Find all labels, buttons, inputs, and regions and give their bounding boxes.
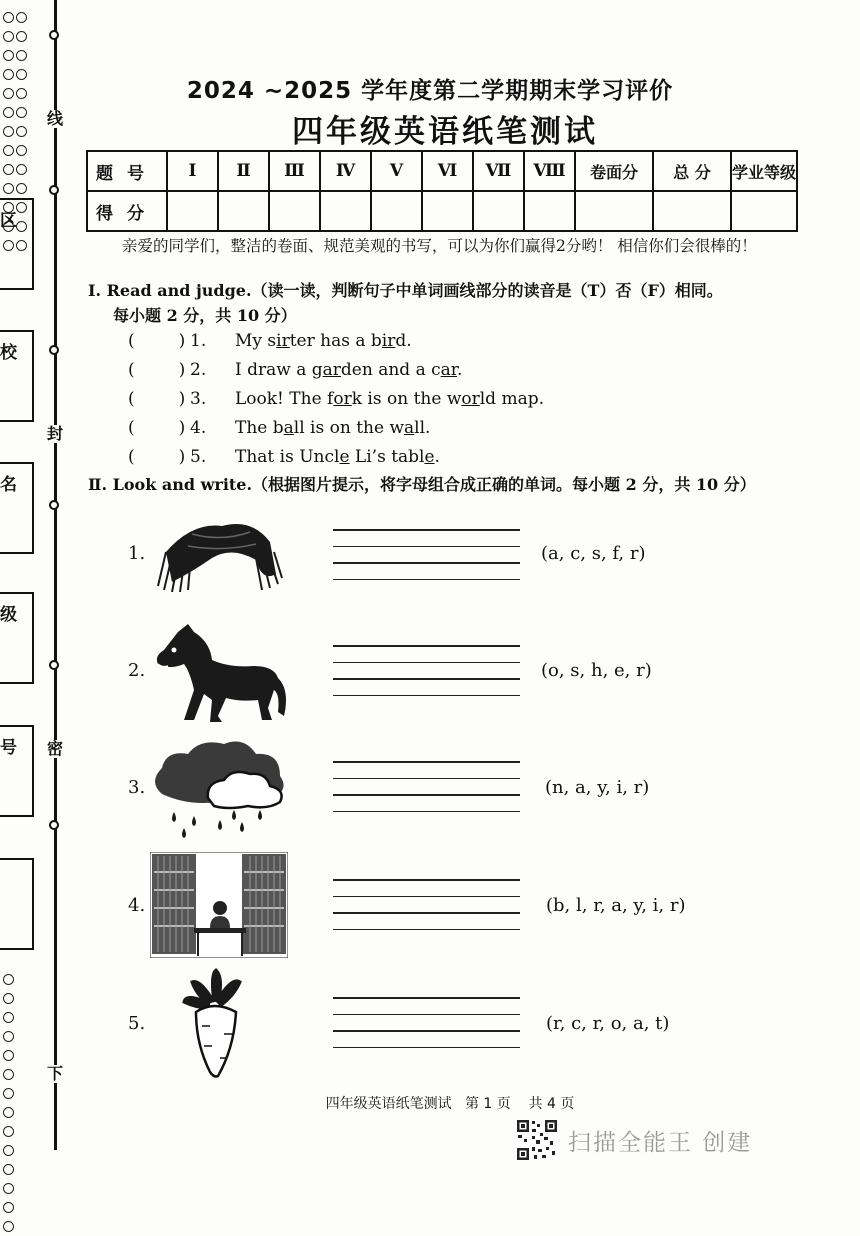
sentence: My sirter has a bird.	[235, 331, 412, 351]
score-table-score-row	[87, 191, 797, 231]
score-table-label-score: 得分	[87, 191, 167, 231]
item-number: 5.	[190, 447, 207, 467]
score-cell[interactable]	[422, 191, 473, 231]
score-cell[interactable]	[167, 191, 218, 231]
score-col-3: Ⅲ	[269, 151, 320, 191]
score-col-6: Ⅵ	[422, 151, 473, 191]
underlined-letters: e	[424, 447, 435, 467]
underlined-letters: ar	[440, 360, 458, 380]
intro-text: 亲爱的同学们，整洁的卷面、规范美观的书写，可以为你们赢得2分哟！ 相信你们会很棒的！	[122, 237, 757, 255]
answer-paren[interactable]: ( )	[128, 418, 186, 438]
score-col-4: Ⅳ	[320, 151, 371, 191]
scarf-picture	[152, 512, 284, 592]
sentence: Look! The fork is on the world map.	[235, 389, 545, 409]
score-col-grade: 学业等级	[731, 151, 797, 191]
carrot-picture	[180, 968, 250, 1080]
page-footer	[0, 1093, 860, 1113]
score-cell[interactable]	[269, 191, 320, 231]
sentence: That is Uncle Li’s table.	[235, 447, 440, 467]
answer-paren[interactable]: ( )	[128, 331, 186, 351]
answer-paren[interactable]: ( )	[128, 360, 186, 380]
judge-item	[128, 389, 544, 409]
score-cell[interactable]	[524, 191, 575, 231]
letter-hint: (o, s, h, e, r)	[541, 660, 652, 681]
q-number: 5.	[128, 1013, 146, 1034]
letter-hint: (a, c, s, f, r)	[541, 543, 646, 564]
answer-lines[interactable]	[333, 997, 520, 1063]
letter-hint: (r, c, r, o, a, t)	[546, 1013, 670, 1034]
sentence: I draw a garden and a car.	[235, 360, 463, 380]
section1-heading: Ⅰ. Read and judge.（读一读，判断句子中单词画线部分的读音是（T）否（F）相同。	[88, 281, 723, 300]
score-col-5: Ⅴ	[371, 151, 422, 191]
score-table	[86, 150, 798, 232]
underlined-letters: or	[333, 389, 352, 409]
section1-heading-cont: 每小题 2 分，共 10 分）	[113, 306, 297, 325]
underlined-letters: a	[404, 418, 415, 438]
underlined-letters: a	[283, 418, 294, 438]
q-number: 2.	[128, 660, 146, 681]
underlined-letters: ir	[381, 331, 396, 351]
score-col-2: Ⅱ	[218, 151, 269, 191]
footer-subject: 四年级英语纸笔测试	[325, 1096, 452, 1112]
item-number: 2.	[190, 360, 207, 380]
field-district[interactable]: 区	[0, 198, 34, 290]
judge-item	[128, 418, 430, 438]
score-cell[interactable]	[371, 191, 422, 231]
field-extra[interactable]	[0, 858, 34, 950]
answer-lines[interactable]	[333, 529, 520, 595]
judge-item	[128, 360, 462, 380]
section2-heading: Ⅱ. Look and write.（根据图片提示，将字母组合成正确的单词。每小题 2 分，共 10 分）	[88, 475, 756, 494]
underlined-letters: ar	[322, 360, 341, 380]
score-col-neatness: 卷面分	[575, 151, 653, 191]
field-class[interactable]: 级	[0, 592, 34, 684]
score-cell[interactable]	[731, 191, 797, 231]
score-col-1: Ⅰ	[167, 151, 218, 191]
letter-hint: (n, a, y, i, r)	[545, 777, 650, 798]
exam-subtitle: 四年级英语纸笔测试	[292, 114, 598, 150]
item-number: 1.	[190, 331, 207, 351]
underlined-letters: ir	[276, 331, 290, 351]
qr-code-icon	[516, 1119, 558, 1161]
judge-item	[128, 331, 412, 351]
margin-char-secret: 密	[47, 739, 64, 758]
horse-picture	[150, 620, 290, 725]
score-col-8: Ⅷ	[524, 151, 575, 191]
score-cell[interactable]	[473, 191, 524, 231]
answer-lines[interactable]	[333, 879, 520, 945]
score-col-total: 总 分	[653, 151, 731, 191]
q-number: 3.	[128, 777, 146, 798]
underlined-letters: or	[461, 389, 480, 409]
score-cell[interactable]	[320, 191, 371, 231]
score-col-7: Ⅶ	[473, 151, 524, 191]
answer-lines[interactable]	[333, 761, 520, 827]
score-table-label-question: 题号	[87, 151, 167, 191]
answer-paren[interactable]: ( )	[128, 447, 186, 467]
footer-page: 第 1 页	[464, 1096, 511, 1112]
q-number: 4.	[128, 895, 146, 916]
exam-title: 2024 ~2025 学年度第二学期期末学习评价	[186, 78, 674, 104]
item-number: 4.	[190, 418, 207, 438]
score-cell[interactable]	[575, 191, 653, 231]
score-cell[interactable]	[653, 191, 731, 231]
binding-line	[54, 0, 57, 1150]
judge-item	[128, 447, 440, 467]
field-school[interactable]: 校	[0, 330, 34, 422]
rain-cloud-picture	[148, 736, 290, 841]
answer-paren[interactable]: ( )	[128, 389, 186, 409]
margin-char-seal: 封	[47, 424, 64, 443]
score-table-header-row	[87, 151, 797, 191]
field-name[interactable]: 名	[0, 462, 34, 554]
underlined-letters: e	[339, 447, 350, 467]
letter-hint: (b, l, r, a, y, i, r)	[546, 895, 686, 916]
margin-char-line: 线	[47, 109, 64, 128]
sentence: The ball is on the wall.	[235, 418, 431, 438]
q-number: 1.	[128, 543, 146, 564]
footer-total: 共 4 页	[528, 1096, 575, 1112]
item-number: 3.	[190, 389, 207, 409]
field-number[interactable]: 号	[0, 725, 34, 817]
margin-char-down: 下	[47, 1064, 64, 1083]
answer-lines[interactable]	[333, 645, 520, 711]
score-cell[interactable]	[218, 191, 269, 231]
library-picture	[150, 852, 288, 958]
watermark: 扫描全能王 创建	[568, 1130, 753, 1156]
